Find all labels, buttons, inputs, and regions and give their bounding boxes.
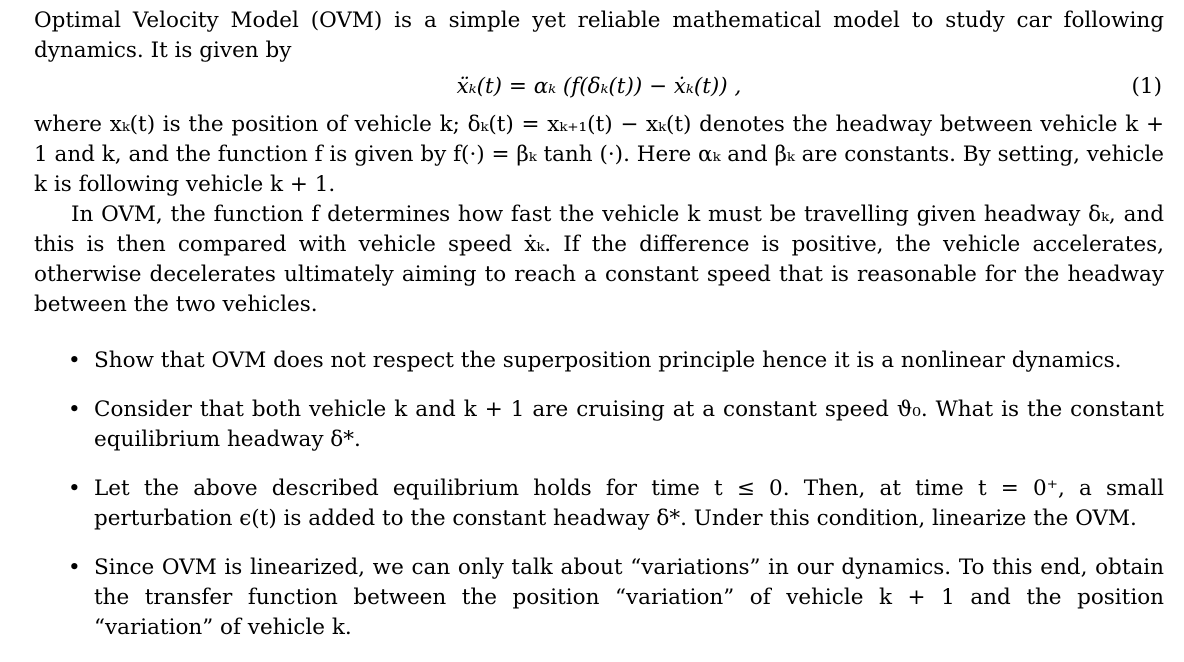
question-list — [34, 346, 1164, 643]
equation-block — [34, 66, 1164, 110]
question-text: Consider that both vehicle k and k + 1 are cruising at a constant speed ϑ₀. What is the constant equilibrium headway δ*. — [94, 397, 1164, 452]
list-item — [34, 346, 1164, 376]
bullet-icon: • — [68, 348, 81, 373]
document-page — [34, 6, 1164, 662]
equation-number: (1) — [1131, 74, 1162, 99]
bullet-icon: • — [68, 476, 81, 501]
intro-paragraph: Optimal Velocity Model (OVM) is a simple yet reliable mathematical model to study car following dynamics. It is given by — [34, 8, 1164, 63]
list-item — [34, 395, 1164, 455]
ovm-equation: ẍₖ(t) = αₖ (f(δₖ(t)) − ẋₖ(t)) , — [456, 74, 742, 99]
list-item — [34, 553, 1164, 643]
bullet-icon: • — [68, 555, 81, 580]
question-text: Since OVM is linearized, we can only talk about “variations” in our dynamics. To this end, obtain the transfer function between the position “variation” of vehicle k + 1 and the position “variation” of vehicle k. — [94, 555, 1164, 640]
question-text: Let the above described equilibrium holds for time t ≤ 0. Then, at time t = 0⁺, a small perturbation ϵ(t) is added to the constant headway δ*. Under this condition, linearize the OVM. — [94, 476, 1164, 531]
bullet-icon: • — [68, 397, 81, 422]
definition-paragraph: where xₖ(t) is the position of vehicle k; δₖ(t) = xₖ₊₁(t) − xₖ(t) denotes the headway between vehicle k + 1 and k, and the function f is given by f(·) = βₖ tanh (·). Here αₖ and βₖ are constants. By setting, vehicle k is following vehicle k + 1. — [34, 112, 1164, 197]
ovm-explanation-paragraph: In OVM, the function f determines how fast the vehicle k must be travelling given headway δₖ, and this is then compared with vehicle speed ẋₖ. If the difference is positive, the vehicle accelerates, otherwise decelerates ultimately aiming to reach a constant speed that is reasonable for the headway between the two vehicles. — [34, 202, 1164, 317]
question-text: Show that OVM does not respect the superposition principle hence it is a nonlinear dynamics. — [94, 348, 1122, 373]
list-item — [34, 474, 1164, 534]
